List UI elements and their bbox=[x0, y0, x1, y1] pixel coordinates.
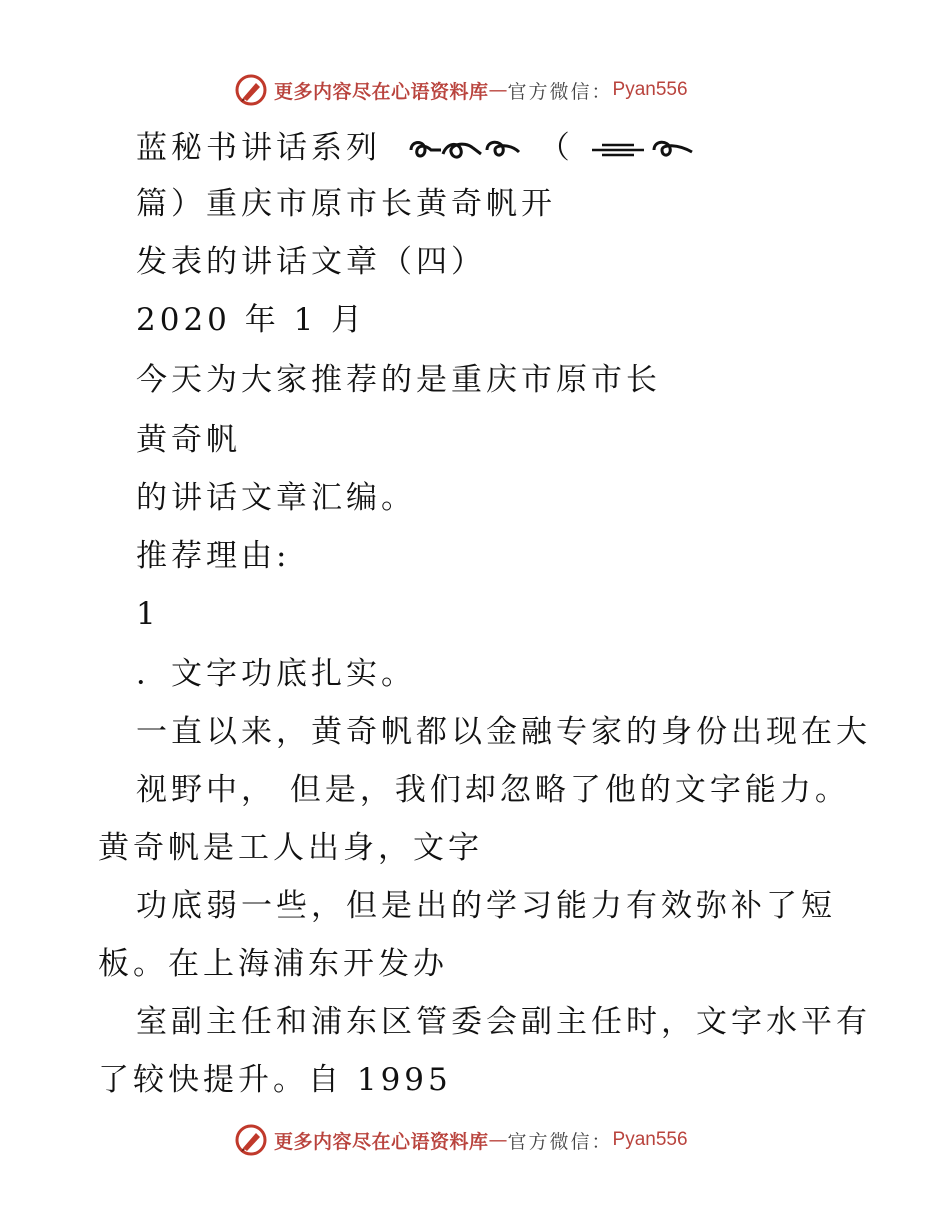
title-paren: （ bbox=[538, 130, 574, 166]
paragraph-line-6: 室副主任和浦东区管委会副主任时，文字水平有 bbox=[136, 1004, 871, 1040]
title-part-1: 蓝秘书讲话系列 bbox=[136, 130, 381, 166]
watermark-wechat-label: 官方微信： bbox=[507, 80, 613, 103]
pen-logo-icon bbox=[234, 1123, 268, 1157]
pen-logo-icon bbox=[234, 73, 268, 107]
paragraph-line-2: 视野中， 但是，我们却忽略了他的文字能力。 bbox=[136, 772, 850, 808]
paragraph-line-3: 黄奇帆是工人出身，文字 bbox=[98, 830, 483, 866]
decorative-rule-icon bbox=[588, 136, 698, 164]
footer-watermark bbox=[234, 1120, 688, 1160]
title-line-3: 发表的讲话文章（四） bbox=[136, 244, 486, 280]
intro-line-1: 今天为大家推荐的是重庆市原市长 bbox=[136, 362, 661, 398]
watermark-main-text: 更多内容尽在心语资料库 bbox=[274, 80, 489, 103]
paragraph-line-7: 了较快提升。自 1995 bbox=[98, 1062, 452, 1098]
title-line-1 bbox=[136, 128, 698, 168]
reason-heading: 推荐理由: bbox=[136, 538, 291, 574]
title-line-2: 篇）重庆市原市长黄奇帆开 bbox=[136, 186, 556, 222]
reason-1-title: ．文字功底扎实。 bbox=[136, 656, 416, 692]
header-watermark bbox=[234, 70, 688, 110]
paragraph-line-5: 板。在上海浦东开发办 bbox=[98, 946, 448, 982]
watermark-wechat-label: 官方微信： bbox=[507, 1130, 613, 1153]
paragraph-line-4: 功底弱一些，但是出的学习能力有效弥补了短 bbox=[136, 888, 836, 924]
watermark-wechat-id: Pyan556 bbox=[612, 1129, 688, 1150]
decorative-swash-icon bbox=[407, 136, 525, 164]
intro-line-3: 的讲话文章汇编。 bbox=[136, 480, 416, 516]
watermark-main-text: 更多内容尽在心语资料库 bbox=[274, 1130, 489, 1153]
watermark-dash: — bbox=[488, 79, 508, 101]
intro-line-2: 黄奇帆 bbox=[136, 422, 241, 458]
watermark-dash: — bbox=[488, 1129, 508, 1151]
reason-number: 1 bbox=[136, 596, 160, 632]
document-date: 2020 年 1 月 bbox=[136, 302, 367, 338]
watermark-wechat-id: Pyan556 bbox=[612, 79, 688, 100]
paragraph-line-1: 一直以来，黄奇帆都以金融专家的身份出现在大 bbox=[136, 714, 871, 750]
